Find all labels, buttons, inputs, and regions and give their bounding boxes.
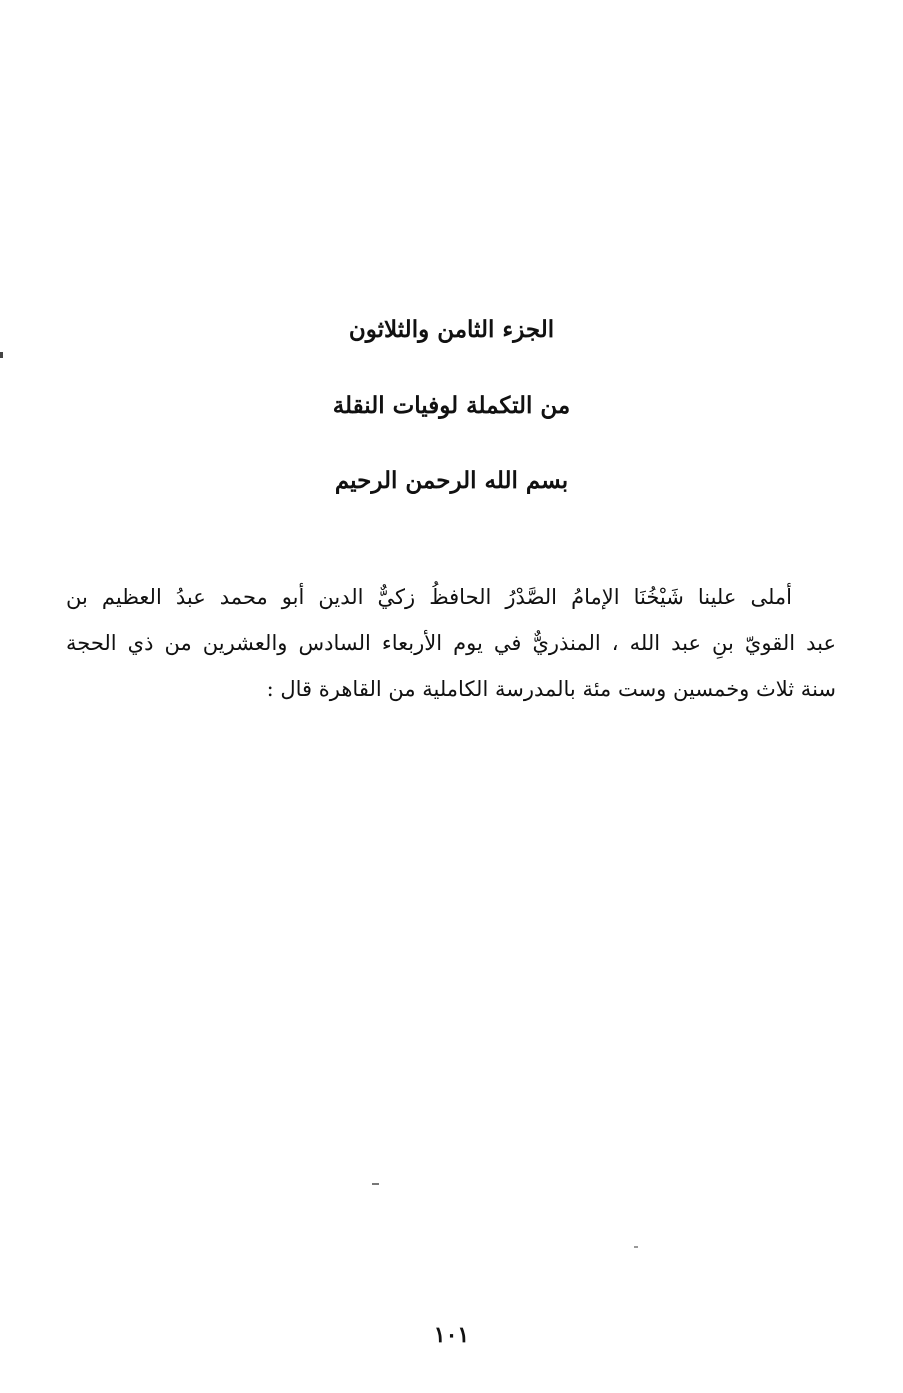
basmala: بسم الله الرحمن الرحيم: [334, 467, 569, 494]
paragraph-line: أملى علينا شَيْخُنَا الإمامُ الصَّدْرُ الحافظُ زكيٌّ الدين أبو محمد عبدُ العظيم بن: [66, 585, 792, 609]
paragraph-line: سنة ثلاث وخمسين وست مئة بالمدرسة الكاملية من القاهرة قال :: [266, 677, 836, 701]
margin-mark: [0, 352, 3, 358]
part-title: الجزء الثامن والثلاثون: [348, 316, 555, 343]
page-number: ١٠١: [433, 1322, 470, 1348]
scan-speck: [372, 1183, 379, 1185]
scan-speck: [634, 1246, 638, 1248]
book-title: من التكملة لوفيات النقلة: [332, 392, 571, 419]
intro-paragraph: [66, 574, 836, 712]
paragraph-line: عبد القويّ بنِ عبد الله ، المنذريٌّ في يوم الأربعاء السادس والعشرين من ذي الحجة: [66, 631, 836, 655]
